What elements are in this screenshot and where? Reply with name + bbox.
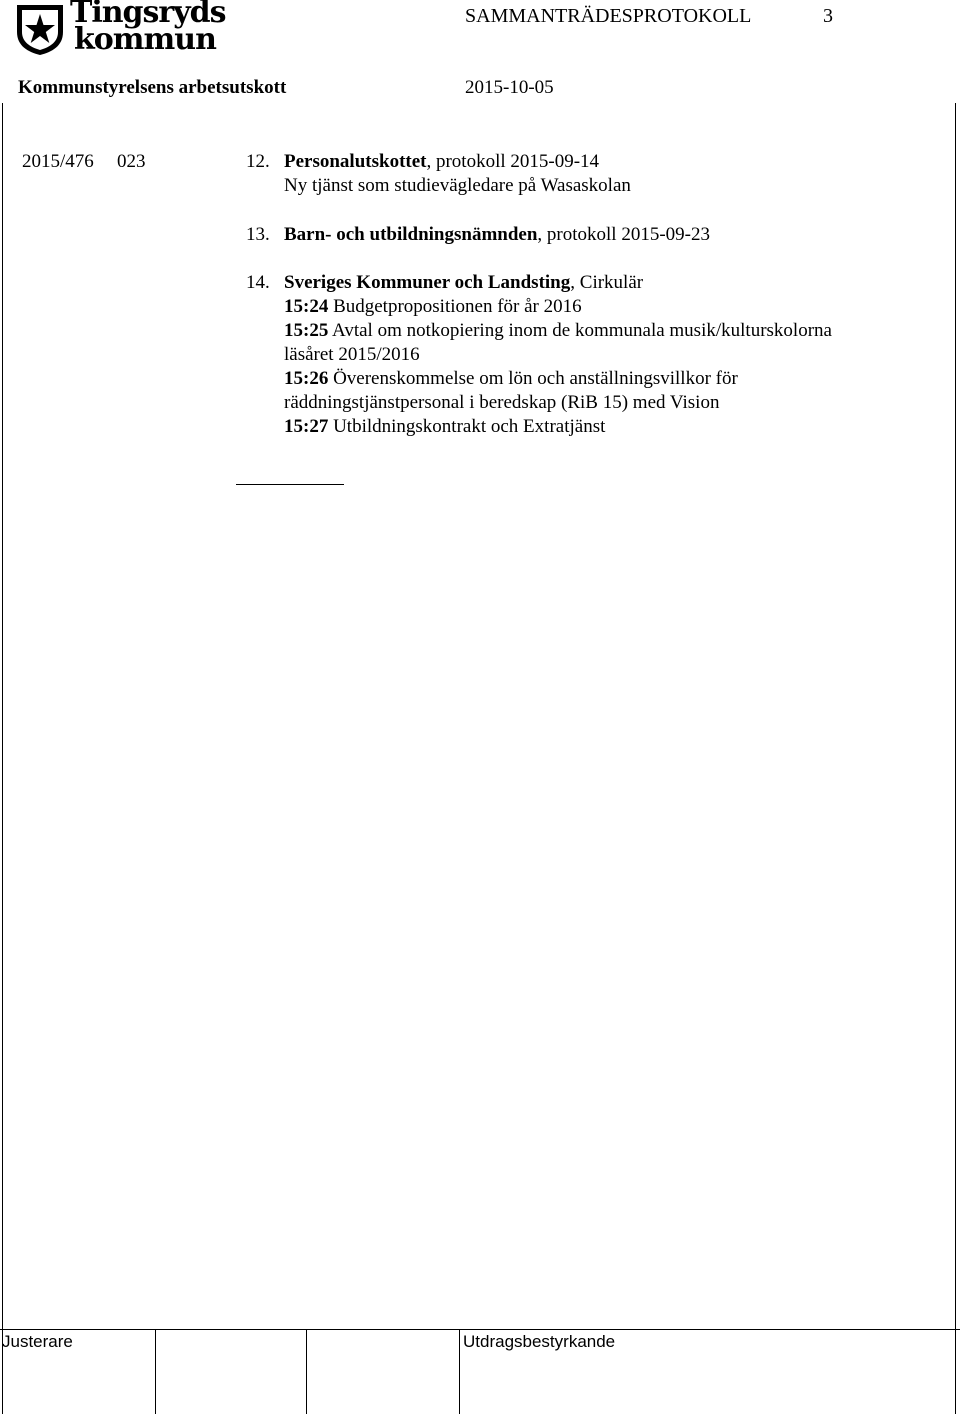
committee-name: Kommunstyrelsens arbetsutskott [18, 77, 287, 98]
item-number: 14. [246, 272, 270, 293]
logo-text-line2: kommun [74, 22, 216, 57]
signature-divider [155, 1330, 156, 1414]
page-number: 3 [823, 5, 833, 27]
item-title-line [284, 223, 710, 247]
circular-text: Budgetpropositionen för år 2016 [333, 296, 582, 317]
case-code: 023 [117, 151, 146, 172]
item-title-rest: , protokoll 2015-09-14 [426, 151, 600, 172]
signature-divider [306, 1330, 307, 1414]
item-title: Barn- och utbildningsnämnden [284, 224, 538, 245]
circular-text-continued: läsåret 2015/2016 [284, 344, 420, 365]
circular-id: 15:27 [284, 416, 329, 437]
document-title: SAMMANTRÄDESPROTOKOLL [465, 5, 752, 27]
logo-text-line1: Tingsryds [70, 0, 226, 30]
circular-entry [284, 319, 832, 343]
item-title: Sveriges Kommuner och Landsting [284, 272, 571, 293]
circular-id: 15:26 [284, 368, 329, 389]
item-number: 12. [246, 151, 270, 172]
circular-id: 15:25 [284, 320, 329, 341]
separator-rule [236, 484, 344, 485]
circular-text: Utbildningskontrakt och Extratjänst [333, 416, 606, 437]
circular-text: Överenskommelse om lön och anställningsvillkor för [333, 368, 738, 389]
circular-entry [284, 295, 582, 319]
circular-entry [284, 415, 605, 439]
item-description: Ny tjänst som studievägledare på Wasaskolan [284, 175, 631, 196]
circular-text-continued: räddningstjänstpersonal i beredskap (RiB 15) med Vision [284, 392, 720, 413]
circular-text: Avtal om notkopiering inom de kommunala musik/kulturskolorna [332, 320, 832, 341]
item-title-line [284, 150, 599, 174]
item-number: 13. [246, 224, 270, 245]
frame-right-border [955, 103, 956, 1414]
shield-star-icon [14, 2, 66, 56]
case-number: 2015/476 [22, 151, 94, 172]
signature-divider [459, 1330, 460, 1414]
certifier-label: Utdragsbestyrkande [463, 1332, 616, 1351]
footer-top-border [0, 1329, 960, 1330]
municipality-logo [14, 0, 226, 57]
item-title: Personalutskottet [284, 151, 427, 172]
circular-id: 15:24 [284, 296, 329, 317]
circular-entry [284, 367, 738, 391]
item-title-rest: , protokoll 2015-09-23 [537, 224, 710, 245]
item-title-line [284, 271, 643, 295]
reviewers-label: Justerare [2, 1332, 73, 1351]
item-title-rest: , Cirkulär [570, 272, 644, 293]
frame-left-border [2, 103, 3, 1414]
meeting-date: 2015-10-05 [465, 77, 554, 98]
